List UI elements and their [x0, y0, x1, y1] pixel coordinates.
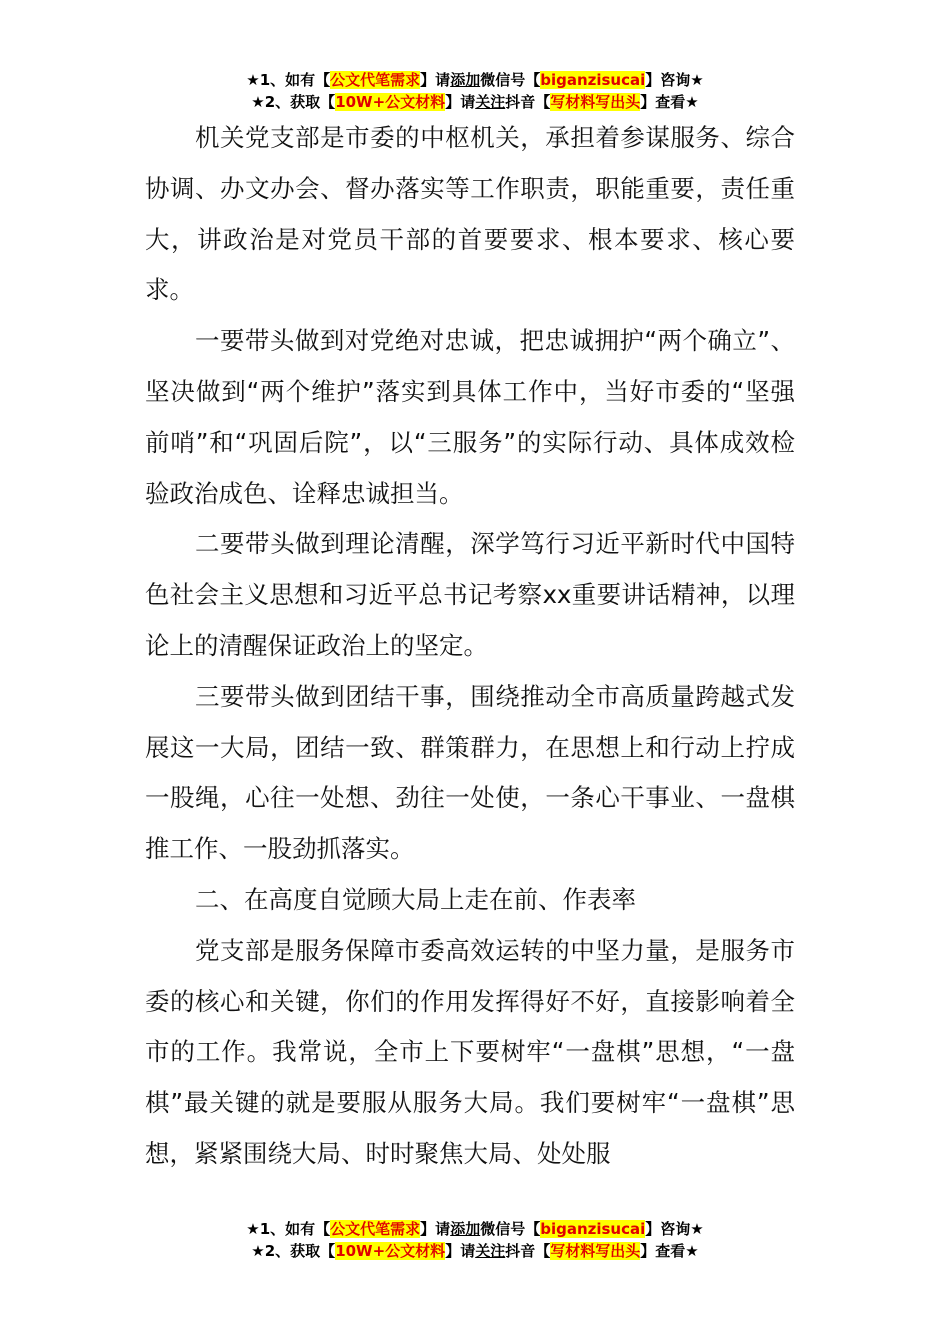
banner-text: 】查看★: [640, 1242, 699, 1260]
banner-text: 微信号【: [480, 71, 541, 89]
highlight-service: 公文代笔需求: [330, 71, 421, 89]
highlight-materials: 10W+公文材料: [335, 1242, 446, 1260]
banner-underline: 关注: [475, 93, 506, 111]
banner-text: ★1、如有【: [246, 1220, 331, 1238]
banner-text: ★2、获取【: [251, 1242, 336, 1260]
document-body: [145, 113, 795, 1180]
bottom-banner: [0, 1218, 950, 1262]
banner-text: 】查看★: [640, 93, 699, 111]
banner-underline: 添加: [450, 1220, 481, 1238]
highlight-wechat-id: biganzisucai: [540, 1220, 646, 1238]
paragraph-1: 机关党支部是市委的中枢机关，承担着参谋服务、综合协调、办文办会、督办落实等工作职责，职能重要，责任重大，讲政治是对党员干部的首要要求、根本要求、核心要求。: [145, 123, 795, 305]
banner-text: ★1、如有【: [246, 71, 331, 89]
banner-text: 抖音【: [505, 93, 551, 111]
banner-text: 微信号【: [480, 1220, 541, 1238]
banner-text: 】请: [445, 93, 476, 111]
highlight-douyin-id: 写材料写出头: [550, 1242, 641, 1260]
highlight-douyin-id: 写材料写出头: [550, 93, 641, 111]
banner-text: 】咨询★: [645, 1220, 704, 1238]
banner-underline: 关注: [475, 1242, 506, 1260]
banner-text: 抖音【: [505, 1242, 551, 1260]
banner-text: 】请: [445, 1242, 476, 1260]
paragraph-2: 一要带头做到对党绝对忠诚，把忠诚拥护“两个确立”、坚决做到“两个维护”落实到具体工作中，当好市委的“坚强前哨”和“巩固后院”，以“三服务”的实际行动、具体成效检验政治成色、诠释忠诚担当。: [145, 326, 795, 508]
highlight-service: 公文代笔需求: [330, 1220, 421, 1238]
section-heading: 二、在高度自觉顾大局上走在前、作表率: [195, 884, 636, 914]
banner-line-1: [0, 1218, 950, 1240]
banner-underline: 添加: [450, 71, 481, 89]
banner-text: 】咨询★: [645, 71, 704, 89]
paragraph-5: 党支部是服务保障市委高效运转的中坚力量，是服务市委的核心和关键，你们的作用发挥得好不好，直接影响着全市的工作。我常说，全市上下要树牢“一盘棋”思想，“一盘棋”最关键的就是要服从服务大局。我们要树牢“一盘棋”思想，紧紧围绕大局、时时聚焦大局、处处服: [145, 935, 795, 1168]
banner-text: 】请: [420, 1220, 451, 1238]
paragraph-3: 二要带头做到理论清醒，深学笃行习近平新时代中国特色社会主义思想和习近平总书记考察xx重要讲话精神，以理论上的清醒保证政治上的坚定。: [145, 529, 795, 660]
paragraph-4: 三要带头做到团结干事，围绕推动全市高质量跨越式发展这一大局，团结一致、群策群力，在思想上和行动上拧成一股绳，心往一处想、劲往一处使，一条心干事业、一盘棋推工作、一股劲抓落实。: [145, 681, 795, 864]
banner-text: 】请: [420, 71, 451, 89]
highlight-wechat-id: biganzisucai: [540, 71, 646, 89]
highlight-materials: 10W+公文材料: [335, 93, 446, 111]
banner-line-1: [0, 69, 950, 91]
top-banner: [0, 69, 950, 113]
banner-text: ★2、获取【: [251, 93, 336, 111]
banner-line-2: [0, 1240, 950, 1262]
banner-line-2: [0, 91, 950, 113]
